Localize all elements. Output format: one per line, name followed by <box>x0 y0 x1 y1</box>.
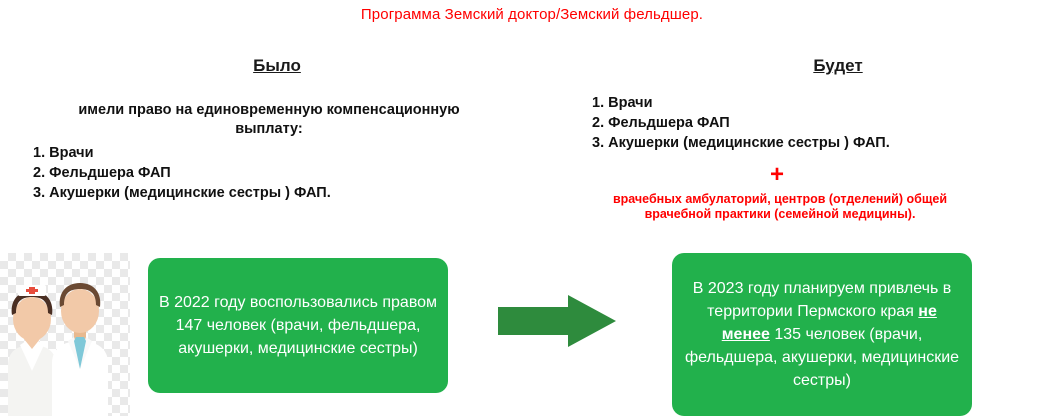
right-list <box>592 93 890 153</box>
result-box-2023-emphasis: не менее <box>721 303 937 343</box>
list-item: 1. Врачи <box>33 145 94 161</box>
column-heading-after: Будет <box>813 56 863 75</box>
list-item: 1. Врачи <box>592 95 653 111</box>
list-item: 2. Фельдшера ФАП <box>33 165 171 181</box>
left-list <box>33 143 331 203</box>
list-item: 3. Акушерки (медицинские сестры ) ФАП. <box>592 135 890 151</box>
plus-sign: + <box>769 161 784 188</box>
result-box-2022: В 2022 году воспользовались правом 147 человек (врачи, фельдшера, акушерки, медицинские сестры) <box>148 258 448 393</box>
left-intro-text: имели право на единовременную компенсационную выплату: <box>78 102 460 137</box>
list-item: 3. Акушерки (медицинские сестры ) ФАП. <box>33 185 331 201</box>
slide-title: Программа Земский доктор/Земский фельдшер. <box>360 6 704 23</box>
medical-staff-photo <box>0 253 130 416</box>
list-item: 2. Фельдшера ФАП <box>592 115 730 131</box>
right-note-text: врачебных амбулаторий, центров (отделений) общей врачебной практики (семейной медицины). <box>612 192 948 221</box>
column-heading-before: Было <box>253 56 301 75</box>
result-box-2023-text-after: 135 человек (врачи, фельдшера, акушерки, медицинские сестры) <box>684 326 960 389</box>
result-box-2023-text-before: В 2023 году планируем привлечь в территории Пермского края <box>692 280 952 320</box>
result-box-2023 <box>672 253 972 416</box>
right-arrow-icon <box>498 295 618 347</box>
